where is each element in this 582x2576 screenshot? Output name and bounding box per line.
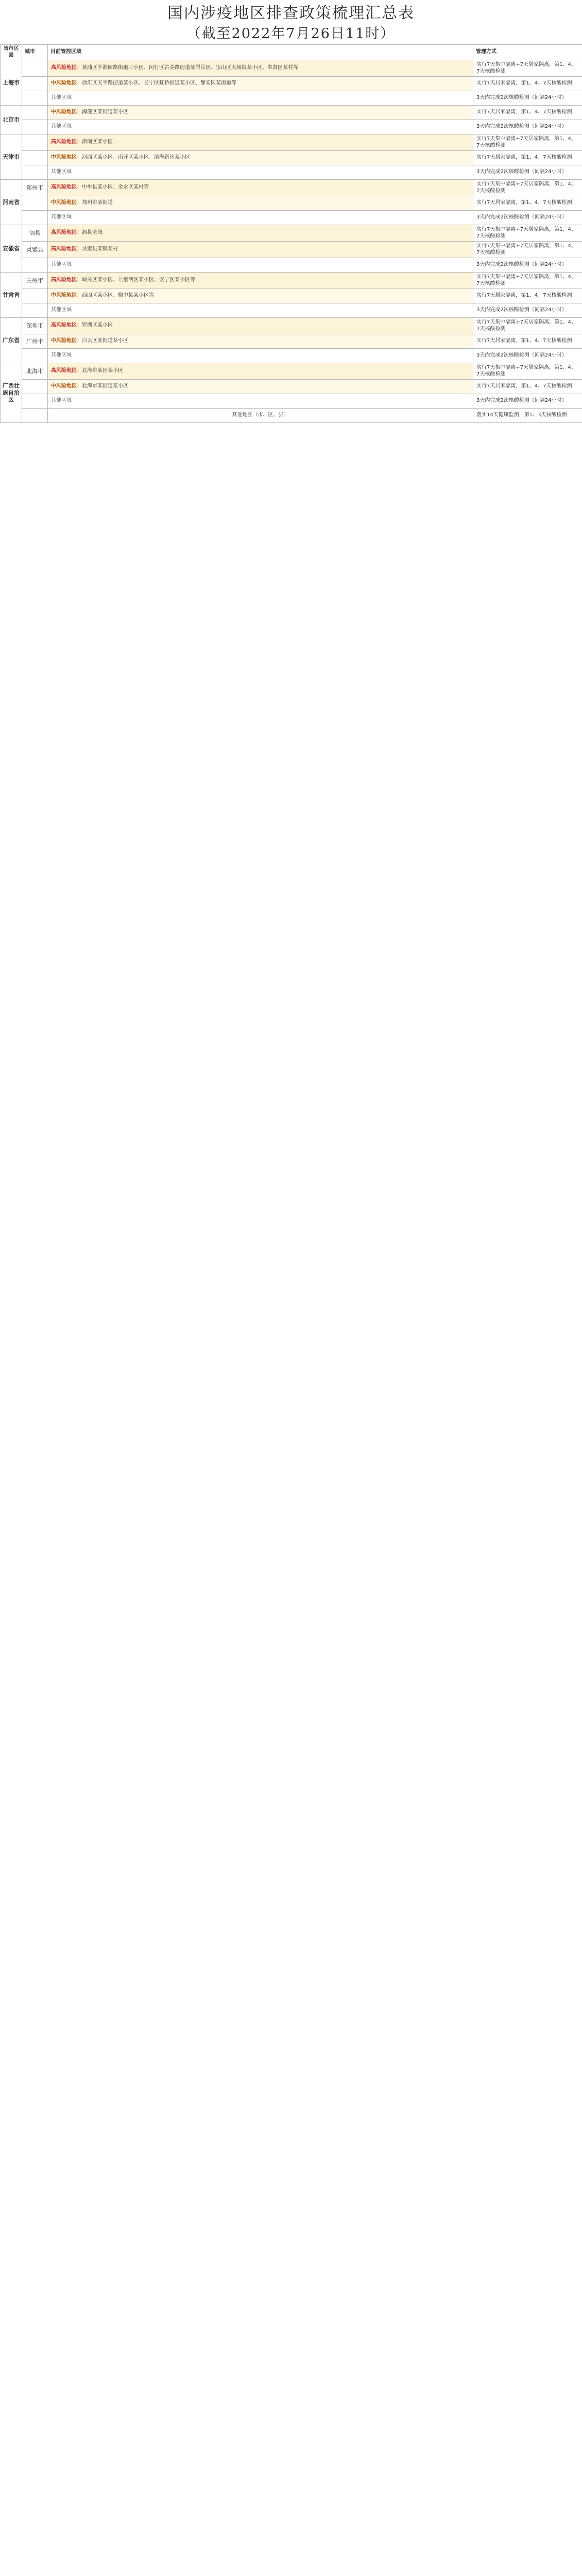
policy-cell: 3天内完成2次核酸检测（间隔24小时） <box>473 394 582 409</box>
table-row <box>1 334 582 349</box>
table-row <box>1 289 582 303</box>
table-row <box>1 134 582 151</box>
city-cell: 广州市 <box>22 334 48 349</box>
risk-level-label: 中风险地区： <box>51 338 82 344</box>
city-cell: 兰州市 <box>22 273 48 289</box>
policy-cell: 实行7天居家隔离，第1、4、7天核酸检测 <box>473 196 582 211</box>
table-row <box>1 151 582 165</box>
province-cell: 河南省 <box>1 180 22 225</box>
city-cell <box>22 120 48 134</box>
area-cell <box>48 409 473 423</box>
policy-cell: 3天内完成2次核酸检测（间隔24小时） <box>473 211 582 225</box>
city-cell <box>22 196 48 211</box>
table-row <box>1 394 582 409</box>
area-text: 其他区域 <box>51 169 72 175</box>
city-cell <box>22 380 48 394</box>
policy-cell: 3天内完成2次核酸检测（间隔24小时） <box>473 303 582 318</box>
policy-cell: 实行7天居家隔离，第1、4、7天核酸检测 <box>473 106 582 120</box>
area-text: 黄浦区半淞园路街道三小区、闵行区古美路街道某居民区、宝山区大场镇某小区、奉贤区某村等 <box>82 65 298 71</box>
city-cell: 深圳市 <box>22 318 48 334</box>
city-cell <box>22 303 48 318</box>
header-policy: 管理方式 <box>473 45 582 60</box>
risk-level-label: 高风险地区： <box>51 323 82 329</box>
city-cell <box>22 91 48 106</box>
policy-cell: 3天内完成2次核酸检测（间隔24小时） <box>473 258 582 273</box>
city-cell: 北海市 <box>22 363 48 380</box>
area-text: 郑州市某街道 <box>82 200 113 206</box>
table-row <box>1 318 582 334</box>
area-cell <box>48 151 473 165</box>
page <box>0 0 582 423</box>
area-cell <box>48 258 473 273</box>
city-cell <box>22 409 48 423</box>
area-cell <box>48 242 473 258</box>
area-text: 西固区某小区、榆中县某小区等 <box>82 293 154 299</box>
city-cell <box>22 134 48 151</box>
table-row <box>1 211 582 225</box>
province-cell: 广东省 <box>1 318 22 363</box>
area-text: 罗湖区某小区 <box>82 323 113 329</box>
area-cell <box>48 334 473 349</box>
risk-level-label: 中风险地区： <box>51 109 82 115</box>
area-cell <box>48 349 473 363</box>
policy-cell: 3天内完成2次核酸检测（间隔24小时） <box>473 349 582 363</box>
area-cell <box>48 380 473 394</box>
area-cell <box>48 180 473 196</box>
policy-cell: 实行7天集中隔离+7天居家隔离，第1、4、7天核酸检测 <box>473 363 582 380</box>
area-cell <box>48 211 473 225</box>
risk-level-label: 高风险地区： <box>51 230 82 236</box>
risk-level-label: 中风险地区： <box>51 293 82 299</box>
city-cell <box>22 211 48 225</box>
policy-cell: 实行7天居家隔离，第1、4、7天核酸检测 <box>473 289 582 303</box>
risk-level-label: 高风险地区： <box>51 368 82 374</box>
area-cell <box>48 91 473 106</box>
area-text: 北海市某区某小区 <box>82 368 123 374</box>
province-cell: 广西壮族自治区 <box>1 363 22 423</box>
area-text: 其他区域 <box>51 262 72 268</box>
province-cell: 上海市 <box>1 60 22 106</box>
province-cell: 安徽省 <box>1 225 22 273</box>
area-cell <box>48 165 473 180</box>
header-areas: 目前管控区域 <box>48 45 473 60</box>
policy-cell: 实行7天集中隔离+7天居家隔离，第1、4、7天核酸检测 <box>473 225 582 242</box>
policy-cell: 3天内完成2次核酸检测（间隔24小时） <box>473 120 582 134</box>
header-province: 省市区县 <box>1 45 22 60</box>
table-row <box>1 303 582 318</box>
area-text: 徐汇区天平路街道某小区、长宁区虹桥街道某小区、静安区某街道等 <box>82 80 236 87</box>
area-text: 海淀区某街道某小区 <box>82 109 128 115</box>
area-cell <box>48 134 473 151</box>
province-cell: 甘肃省 <box>1 273 22 318</box>
area-cell <box>48 363 473 380</box>
area-text: 河西区某小区、南开区某小区、滨海新区某小区 <box>82 155 190 161</box>
city-cell <box>22 258 48 273</box>
city-cell: 泗县 <box>22 225 48 242</box>
policy-cell: 实行7天居家隔离，第1、4、7天核酸检测 <box>473 77 582 91</box>
table-row <box>1 363 582 380</box>
risk-level-label: 高风险地区： <box>51 246 82 252</box>
policy-cell: 实行7天集中隔离+7天居家隔离，第1、4、7天核酸检测 <box>473 134 582 151</box>
table-body <box>1 60 582 423</box>
area-text: 津南区某小区 <box>82 139 113 145</box>
area-text: 其他地区（市、区、县） <box>232 412 289 418</box>
risk-level-label: 高风险地区： <box>51 65 82 71</box>
page-title <box>0 3 582 44</box>
city-cell <box>22 77 48 91</box>
area-text: 泗县全域 <box>82 230 102 236</box>
risk-level-label: 高风险地区： <box>51 277 82 283</box>
table-row <box>1 77 582 91</box>
area-cell <box>48 289 473 303</box>
policy-cell: 落实14天健康监测，第1、3天核酸检测 <box>473 409 582 423</box>
policy-cell: 实行7天集中隔离+7天居家隔离，第1、4、7天核酸检测 <box>473 180 582 196</box>
table-header-row <box>1 45 582 60</box>
risk-level-label: 高风险地区： <box>51 139 82 145</box>
table-row <box>1 242 582 258</box>
area-text: 其他区域 <box>51 95 72 101</box>
policy-cell: 实行7天居家隔离，第1、4、7天核酸检测 <box>473 334 582 349</box>
table-row <box>1 60 582 77</box>
area-cell <box>48 77 473 91</box>
table-row <box>1 180 582 196</box>
table-row <box>1 165 582 180</box>
title-line2: （截至2022年7月26日11时） <box>186 26 396 42</box>
area-text: 中牟县某小区、金水区某村等 <box>82 184 149 191</box>
city-cell <box>22 60 48 77</box>
header-city: 城市 <box>22 45 48 60</box>
table-row <box>1 91 582 106</box>
policy-cell: 3天内完成2次核酸检测（间隔24小时） <box>473 91 582 106</box>
city-cell <box>22 151 48 165</box>
policy-cell: 实行7天集中隔离+7天居家隔离，第1、4、7天核酸检测 <box>473 242 582 258</box>
area-cell <box>48 394 473 409</box>
province-cell: 北京市 <box>1 106 22 134</box>
area-text: 北海市某街道某小区 <box>82 383 128 389</box>
area-cell <box>48 120 473 134</box>
table-row <box>1 225 582 242</box>
risk-level-label: 中风险地区： <box>51 383 82 389</box>
table-row <box>1 380 582 394</box>
city-cell <box>22 349 48 363</box>
area-text: 白云区某街道某小区 <box>82 338 128 344</box>
area-cell <box>48 225 473 242</box>
table-row <box>1 120 582 134</box>
policy-cell: 实行7天集中隔离+7天居家隔离，第1、4、7天核酸检测 <box>473 60 582 77</box>
city-cell <box>22 394 48 409</box>
area-cell <box>48 106 473 120</box>
area-cell <box>48 273 473 289</box>
area-cell <box>48 60 473 77</box>
table-row <box>1 349 582 363</box>
risk-level-label: 高风险地区： <box>51 184 82 191</box>
area-text: 其他区域 <box>51 124 72 130</box>
title-line1: 国内涉疫地区排查政策梳理汇总表 <box>167 4 415 22</box>
area-cell <box>48 303 473 318</box>
risk-level-label: 中风险地区： <box>51 200 82 206</box>
table-row <box>1 258 582 273</box>
table-row <box>1 273 582 289</box>
risk-level-label: 中风险地区： <box>51 155 82 161</box>
city-cell <box>22 106 48 120</box>
area-text: 其他区域 <box>51 307 72 313</box>
policy-cell: 实行7天集中隔离+7天居家隔离，第1、4、7天核酸检测 <box>473 273 582 289</box>
policy-table <box>0 44 582 423</box>
area-text: 其他区域 <box>51 352 72 359</box>
area-cell <box>48 196 473 211</box>
table-row <box>1 106 582 120</box>
table-row <box>1 409 582 423</box>
policy-cell: 3天内完成2次核酸检测（间隔24小时） <box>473 165 582 180</box>
risk-level-label: 中风险地区： <box>51 80 82 87</box>
policy-cell: 实行7天集中隔离+7天居家隔离，第1、4、7天核酸检测 <box>473 318 582 334</box>
province-cell: 天津市 <box>1 134 22 180</box>
policy-cell: 实行7天居家隔离，第1、4、7天核酸检测 <box>473 151 582 165</box>
area-text: 城关区某小区、七里河区某小区、安宁区某小区等 <box>82 277 195 283</box>
area-text: 其他区域 <box>51 214 72 221</box>
area-cell <box>48 318 473 334</box>
city-cell <box>22 289 48 303</box>
city-cell: 郑州市 <box>22 180 48 196</box>
area-text: 其他区域 <box>51 398 72 404</box>
city-cell <box>22 165 48 180</box>
city-cell: 灵璧县 <box>22 242 48 258</box>
area-text: 灵璧县某镇某村 <box>82 246 118 252</box>
policy-cell: 实行7天居家隔离，第1、4、7天核酸检测 <box>473 380 582 394</box>
table-row <box>1 196 582 211</box>
